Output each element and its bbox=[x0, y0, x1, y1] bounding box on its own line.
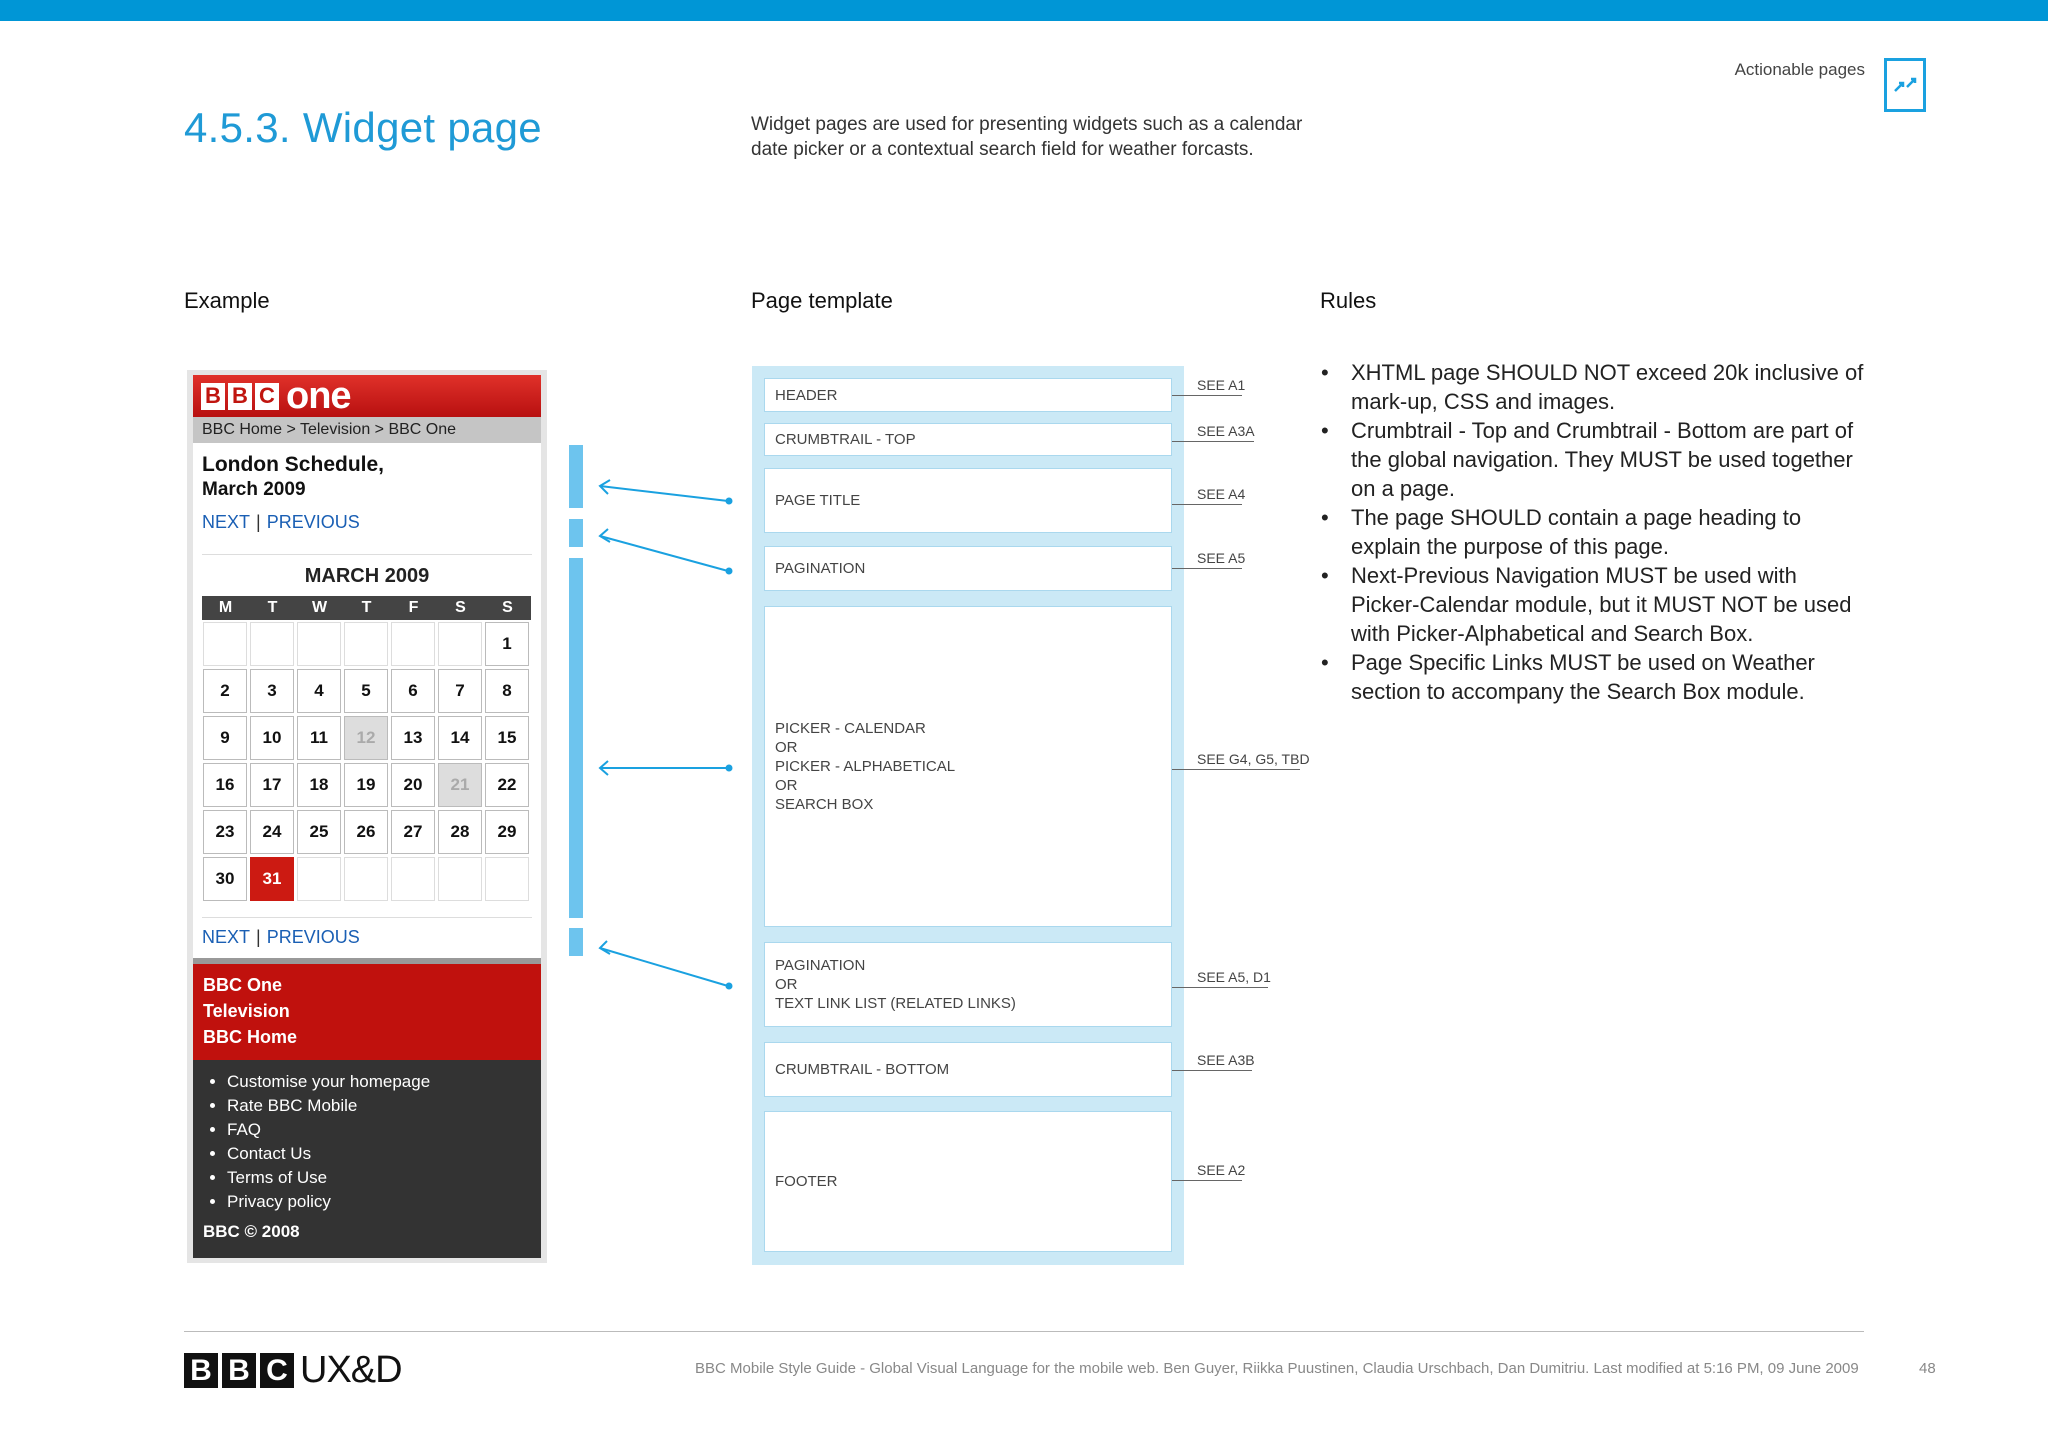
calendar-day[interactable]: 4 bbox=[297, 669, 341, 713]
calendar-day[interactable]: 30 bbox=[203, 857, 247, 901]
template-heading: Page template bbox=[751, 288, 893, 313]
calendar-day[interactable]: 8 bbox=[485, 669, 529, 713]
calendar-day: 21 bbox=[438, 763, 482, 807]
connector-dot bbox=[726, 983, 733, 990]
logo-letter: C bbox=[260, 1353, 294, 1388]
connector-arrow bbox=[600, 486, 728, 501]
connector-dot bbox=[726, 765, 733, 772]
calendar-day[interactable]: 26 bbox=[344, 810, 388, 854]
calendar-day[interactable]: 3 bbox=[250, 669, 294, 713]
calendar-day[interactable]: 2 bbox=[203, 669, 247, 713]
page-number: 48 bbox=[1919, 1360, 1936, 1377]
weekday-label: M bbox=[218, 599, 233, 616]
credits: BBC Mobile Style Guide - Global Visual Language for the mobile web. Ben Guyer, Riikka Puustinen, Claudia Urschbach, Dan Dumitriu. Last modified at 5:16 PM, 09 June 2009 bbox=[695, 1360, 1859, 1377]
crumbtrail-top[interactable]: BBC Home > Television > BBC One bbox=[193, 417, 541, 443]
see-ref: SEE A5, D1 bbox=[1197, 969, 1271, 985]
block-label: CRUMBTRAIL - TOP bbox=[775, 431, 916, 448]
brand-letter: C bbox=[255, 383, 279, 410]
logo-text: UX&D bbox=[300, 1349, 402, 1391]
brand-letter: B bbox=[201, 383, 225, 410]
rule-item: • The page SHOULD contain a page heading to explain the purpose of this page. bbox=[1321, 503, 1867, 561]
calendar-day[interactable]: 7 bbox=[438, 669, 482, 713]
connector-dot bbox=[726, 568, 733, 575]
footer-link[interactable]: • Privacy policy bbox=[227, 1190, 531, 1214]
title-line-2: March 2009 bbox=[202, 479, 306, 500]
copyright: BBC © 2008 bbox=[203, 1222, 300, 1241]
brand-word: one bbox=[286, 375, 351, 417]
calendar-day[interactable]: 5 bbox=[344, 669, 388, 713]
weekday-label: W bbox=[311, 599, 328, 616]
weekday-label: S bbox=[502, 599, 513, 616]
template-block-crumbtrail-bottom bbox=[764, 1042, 1172, 1097]
rule-item: • Page Specific Links MUST be used on Weather section to accompany the Search Box module. bbox=[1321, 648, 1867, 706]
template-block-picker bbox=[764, 606, 1172, 927]
calendar-month: MARCH 2009 bbox=[304, 565, 430, 587]
rule-item: • XHTML page SHOULD NOT exceed 20k inclusive of mark-up, CSS and images. bbox=[1321, 358, 1867, 416]
see-underline bbox=[1172, 769, 1300, 770]
weekday-label: T bbox=[267, 599, 278, 616]
see-ref: SEE G4, G5, TBD bbox=[1197, 751, 1310, 767]
calendar-day: 12 bbox=[344, 716, 388, 760]
see-underline bbox=[1172, 441, 1254, 442]
footer-link[interactable]: • Contact Us bbox=[227, 1142, 531, 1166]
crumb-link[interactable]: BBC Home bbox=[203, 1027, 298, 1047]
template-block-footer bbox=[764, 1111, 1172, 1252]
calendar-day[interactable]: 28 bbox=[438, 810, 482, 854]
separator: | bbox=[256, 512, 261, 532]
calendar-day[interactable]: 15 bbox=[485, 716, 529, 760]
block-label: PAGINATION bbox=[775, 560, 866, 577]
brand-letter: B bbox=[228, 383, 252, 410]
calendar-day[interactable]: 27 bbox=[391, 810, 435, 854]
footer-link[interactable]: • Customise your homepage bbox=[227, 1070, 531, 1094]
calendar-day[interactable]: 22 bbox=[485, 763, 529, 807]
separator: | bbox=[256, 927, 261, 947]
crumb-link[interactable]: Television bbox=[203, 1001, 290, 1021]
block-label: FOOTER bbox=[775, 1173, 838, 1190]
rules-heading: Rules bbox=[1320, 288, 1377, 313]
footer-link[interactable]: • Rate BBC Mobile bbox=[227, 1094, 531, 1118]
section-label: Actionable pages bbox=[1734, 60, 1865, 79]
see-underline bbox=[1172, 568, 1242, 569]
title-line-1: London Schedule, bbox=[202, 453, 384, 476]
page-title: 4.5.3. Widget page bbox=[184, 104, 542, 151]
calendar-day[interactable]: 23 bbox=[203, 810, 247, 854]
rule-item: • Next-Previous Navigation MUST be used with Picker-Calendar module, but it MUST NOT be used with Picker-Alphabetical and Search Box. bbox=[1321, 561, 1867, 648]
template-block-pagination bbox=[764, 546, 1172, 591]
see-underline bbox=[1172, 987, 1268, 988]
calendar-day[interactable]: 29 bbox=[485, 810, 529, 854]
footer-link[interactable]: • Terms of Use bbox=[227, 1166, 531, 1190]
next-link[interactable]: NEXT bbox=[202, 512, 251, 532]
calendar-day[interactable]: 17 bbox=[250, 763, 294, 807]
calendar-day[interactable]: 20 bbox=[391, 763, 435, 807]
connector-arrow bbox=[600, 948, 728, 986]
calendar-day[interactable]: 16 bbox=[203, 763, 247, 807]
intro-text: Widget pages are used for presenting widgets such as a calendar date picker or a contextual search field for weather forcasts. bbox=[751, 114, 1303, 160]
see-underline bbox=[1172, 395, 1242, 396]
next-link[interactable]: NEXT bbox=[202, 927, 251, 947]
arrowhead bbox=[600, 529, 610, 542]
see-underline bbox=[1172, 504, 1242, 505]
calendar-day[interactable]: 24 bbox=[250, 810, 294, 854]
calendar-day[interactable]: 9 bbox=[203, 716, 247, 760]
arrowhead bbox=[600, 941, 610, 954]
see-ref: SEE A4 bbox=[1197, 486, 1246, 502]
calendar-day[interactable]: 18 bbox=[297, 763, 341, 807]
rules-list bbox=[1321, 358, 1867, 706]
page-template bbox=[752, 366, 1184, 1265]
connector-arrow bbox=[600, 536, 728, 571]
see-ref: SEE A2 bbox=[1197, 1162, 1246, 1178]
weekday-label: F bbox=[408, 599, 419, 616]
calendar-day[interactable]: 19 bbox=[344, 763, 388, 807]
footer-divider bbox=[184, 1331, 1864, 1332]
see-underline bbox=[1172, 1070, 1252, 1071]
calendar-day[interactable]: 1 bbox=[485, 622, 529, 666]
calendar-day[interactable]: 10 bbox=[250, 716, 294, 760]
bbc-uxd-logo bbox=[184, 1349, 402, 1392]
template-block-page-title bbox=[764, 468, 1172, 533]
block-label: PICKER - CALENDAR OR PICKER - ALPHABETICAL OR SEARCH BOX bbox=[775, 720, 956, 813]
see-ref: SEE A3B bbox=[1197, 1052, 1255, 1068]
calendar-day[interactable]: 13 bbox=[391, 716, 435, 760]
rule-item: • Crumbtrail - Top and Crumbtrail - Bottom are part of the global navigation. They MUST be used together on a page. bbox=[1321, 416, 1867, 503]
example-heading: Example bbox=[184, 288, 270, 313]
template-block-header bbox=[764, 378, 1172, 412]
logo-letter: B bbox=[222, 1353, 256, 1388]
block-label: HEADER bbox=[775, 386, 838, 404]
block-label: PAGINATION OR TEXT LINK LIST (RELATED LINKS) bbox=[775, 957, 1016, 1012]
see-underline bbox=[1172, 1180, 1242, 1181]
connector-dot bbox=[726, 498, 733, 505]
calendar-day[interactable]: 11 bbox=[297, 716, 341, 760]
calendar-day[interactable]: 14 bbox=[438, 716, 482, 760]
template-block-pagination-links bbox=[764, 942, 1172, 1027]
see-ref: SEE A1 bbox=[1197, 377, 1246, 393]
logo-letter: B bbox=[184, 1353, 218, 1388]
block-label: CRUMBTRAIL - BOTTOM bbox=[775, 1061, 950, 1078]
block-label: PAGE TITLE bbox=[775, 492, 861, 509]
calendar-day[interactable]: 6 bbox=[391, 669, 435, 713]
calendar-day[interactable]: 25 bbox=[297, 810, 341, 854]
crumb-link[interactable]: BBC One bbox=[203, 975, 283, 995]
template-block-crumbtrail-top bbox=[764, 423, 1172, 456]
see-ref: SEE A3A bbox=[1197, 423, 1255, 439]
weekday-label: T bbox=[361, 599, 372, 616]
previous-link[interactable]: PREVIOUS bbox=[266, 927, 360, 947]
previous-link[interactable]: PREVIOUS bbox=[266, 512, 360, 532]
footer-link[interactable]: • FAQ bbox=[227, 1118, 531, 1142]
weekday-label: S bbox=[455, 599, 466, 616]
calendar-day[interactable]: 31 bbox=[250, 857, 294, 901]
see-ref: SEE A5 bbox=[1197, 550, 1246, 566]
